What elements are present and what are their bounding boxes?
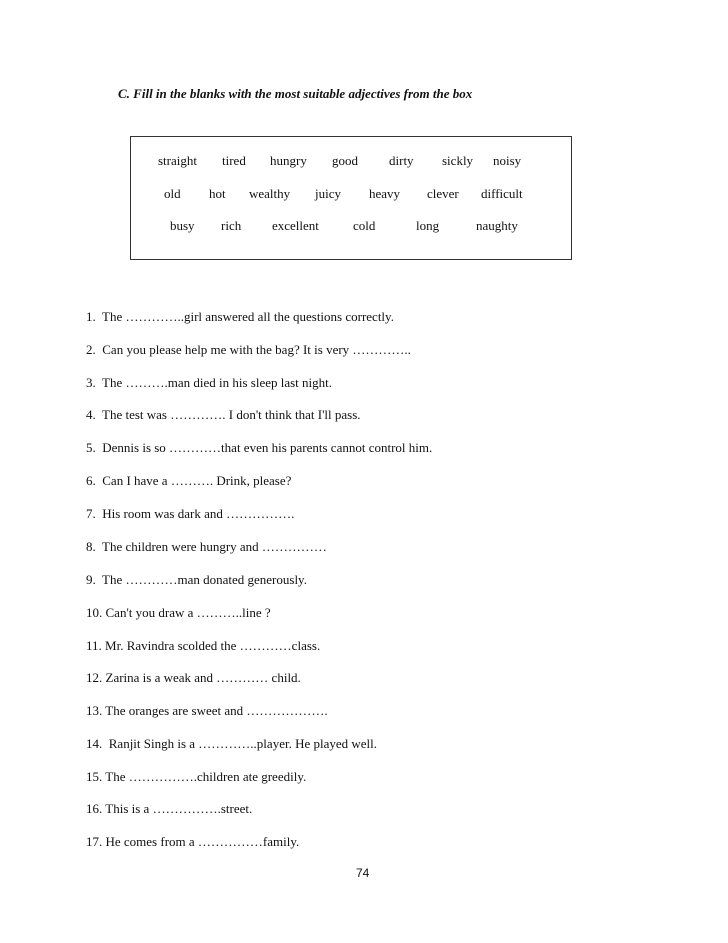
word-wealthy: wealthy (249, 186, 291, 201)
word-clever: clever (427, 186, 459, 201)
question-item: 15. The …………….children ate greedily. (86, 769, 307, 784)
word-straight: straight (158, 153, 197, 168)
word-rich: rich (221, 218, 242, 233)
word-naughty: naughty (476, 218, 518, 233)
question-item: 1. The …………..girl answered all the questions correctly. (86, 309, 394, 324)
word-long: long (416, 218, 440, 233)
word-excellent: excellent (272, 218, 319, 233)
page-number: 74 (356, 866, 370, 880)
word-difficult: difficult (481, 186, 523, 201)
question-item: 5. Dennis is so …………that even his parents cannot control him. (86, 440, 433, 455)
adjective-word-box (130, 136, 572, 260)
word-cold: cold (353, 218, 376, 233)
question-item: 13. The oranges are sweet and ………………. (86, 703, 328, 718)
word-old: old (164, 186, 181, 201)
question-item: 7. His room was dark and ……………. (86, 506, 295, 521)
question-item: 4. The test was …………. I don't think that I'll pass. (86, 407, 361, 422)
question-item: 10. Can't you draw a ………..line ? (86, 605, 271, 620)
word-tired: tired (222, 153, 246, 168)
word-good: good (332, 153, 358, 168)
question-item: 2. Can you please help me with the bag? It is very ………….. (86, 342, 411, 357)
question-item: 9. The …………man donated generously. (86, 572, 307, 587)
exercise-heading: C. Fill in the blanks with the most suitable adjectives from the box (118, 86, 473, 101)
question-item: 6. Can I have a ………. Drink, please? (86, 473, 292, 488)
question-item: 8. The children were hungry and …………… (86, 539, 327, 554)
word-dirty: dirty (389, 153, 414, 168)
word-noisy: noisy (493, 153, 522, 168)
question-item: 14. Ranjit Singh is a …………..player. He played well. (86, 736, 378, 751)
word-sickly: sickly (442, 153, 474, 168)
word-busy: busy (170, 218, 195, 233)
word-hungry: hungry (270, 153, 307, 168)
question-item: 12. Zarina is a weak and ………… child. (86, 670, 301, 685)
word-juicy: juicy (315, 186, 341, 201)
question-item: 16. This is a …………….street. (86, 801, 253, 816)
word-heavy: heavy (369, 186, 401, 201)
word-hot: hot (209, 186, 226, 201)
question-item: 3. The ……….man died in his sleep last night. (86, 375, 333, 390)
question-item: 11. Mr. Ravindra scolded the …………class. (86, 638, 321, 653)
question-item: 17. He comes from a ……………family. (86, 834, 300, 849)
